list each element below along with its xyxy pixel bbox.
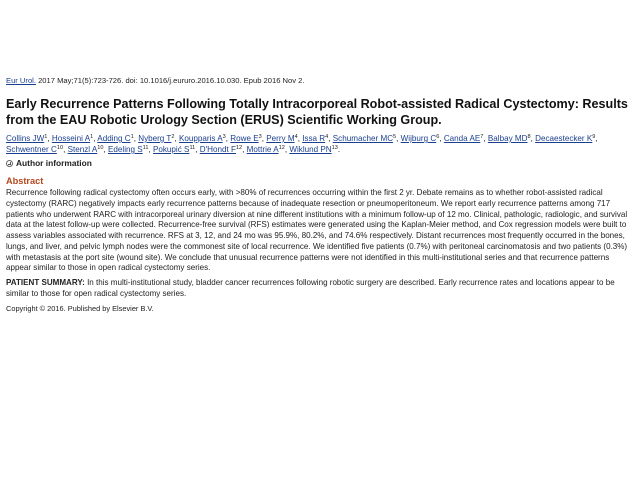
author-link[interactable]: Balbay MD — [487, 134, 528, 143]
author-item — [535, 134, 595, 143]
author-link[interactable]: Hosseini A — [51, 134, 91, 143]
author-affiliation-number: 12 — [278, 145, 285, 151]
author-affiliation-number: 7 — [480, 134, 484, 140]
article-title: Early Recurrence Patterns Following Totally Intracorporeal Robot-assisted Radical Cystectomy: Results from the EAU Robotic Urology Section (ERUS) Scientific Working Group. — [6, 97, 628, 127]
author-link[interactable]: Adding C — [97, 134, 131, 143]
author-link[interactable]: Edeling S — [108, 145, 143, 154]
author-item — [302, 134, 328, 143]
author-link[interactable]: Schumacher MC — [332, 134, 394, 143]
abstract-heading: Abstract — [6, 176, 44, 186]
author-affiliation-number: 3 — [258, 134, 262, 140]
citation-line — [6, 76, 634, 86]
abstract-text: Recurrence following radical cystectomy often occurs early, with >80% of recurrences occurring within the first 2 yr. Debate remains as to whether robot-assisted radical cystectomy (RARC) negatively impacts early recurrence patterns because of inadequate resection or pneumoperitoneum. We report early recurrence patterns among 717 patients who underwent RARC with intracorporeal urinary diversion at nine different institutions with a minimum follow-up of 12 mo. Clinical, pathologic, radiologic, and survival data at the latest follow-up were collected. Recurrence-free survival (RFS) estimates were generated using the Kaplan-Meier method, and Cox regression models were built to assess variables associated with recurrence. RFS at 3, 12, and 24 mo was 95.9%, 80.2%, and 74.6% respectively. Distant recurrences most frequently occurred in the bones, lungs, and liver, and pelvic lymph nodes were the commonest site of local recurrence. We identified five patients (0.7%) with peritoneal carcinomatosis and two patients (0.3%) with metastasis at the port site (wound site). We conclude that unusual recurrence patterns were not identified in this multi-institutional series and that recurrence patterns appear similar to those in open radical cystectomy series. — [6, 188, 628, 273]
author-information-toggle[interactable] — [6, 158, 634, 169]
author-link[interactable]: D'Hondt F — [199, 145, 236, 154]
author-link[interactable]: Wijburg C — [400, 134, 437, 143]
author-link[interactable]: Rowe E — [230, 134, 259, 143]
author-affiliation-number: 4 — [325, 134, 329, 140]
author-item — [108, 145, 148, 154]
author-item — [200, 145, 242, 154]
author-list: Collins $JW^1$, Hosseini $A^1$, Adding $C^1$, Nyberg $T^2$, Koupparis $A^3$, Rowe $E^3$, Perry $M^4$, Issa $R^4$, Schumacher $MC^5$, Wijburg $C^6$, Canda $AE^7$, Balbay $MD^8$, Decaestecker $K^9$, Schwentner $C^{10}$, Stenzl $A^{10}$, Edeling $S^{11}$, Pokupić $S^{11}$, D'Hondt $F^{12}$, Mottrie $A^{12}$, Wiklund PN$^{13}$. — [6, 134, 598, 154]
author-link[interactable]: Schwentner C — [6, 145, 57, 154]
author-affiliation-number: 11 — [142, 145, 149, 151]
author-item — [488, 134, 531, 143]
author-item — [138, 134, 174, 143]
citation-details: 2017 May;71(5):723-726. doi: 10.1016/j.eururo.2016.10.030. Epub 2016 Nov 2. — [35, 76, 305, 85]
author-link[interactable]: Pokupić S — [152, 145, 190, 154]
author-information-label[interactable]: Author information — [16, 158, 92, 168]
author-item — [6, 134, 47, 143]
author-affiliation-number: 9 — [592, 134, 596, 140]
author-link[interactable]: Issa R — [302, 134, 326, 143]
patient-summary-text: In this multi-institutional study, bladder cancer recurrences following robotic surgery are described. Early recurrence rates and locations appear to be similar to those for open radical cystectomy series. — [6, 278, 615, 298]
author-link[interactable]: Stenzl A — [67, 145, 98, 154]
author-item — [247, 145, 285, 154]
author-affiliation-number: 4 — [294, 134, 298, 140]
author-link[interactable]: Decaestecker K — [535, 134, 593, 143]
article-record — [6, 76, 634, 314]
author-affiliation-number: 11 — [189, 145, 196, 151]
author-affiliation-number: 6 — [436, 134, 440, 140]
author-item — [230, 134, 261, 143]
author-affiliation-number: 1 — [130, 134, 134, 140]
author-item — [266, 134, 297, 143]
author-link[interactable]: Mottrie A — [246, 145, 279, 154]
author-affiliation-number: 2 — [171, 134, 175, 140]
author-item — [68, 145, 104, 154]
author-item — [333, 134, 396, 143]
author-affiliation-number: 1 — [44, 134, 48, 140]
author-link[interactable]: Koupparis A — [178, 134, 223, 143]
author-affiliation-number: 5 — [393, 134, 397, 140]
journal-link[interactable]: Eur Urol. — [6, 76, 36, 85]
author-link[interactable]: Canda AE — [443, 134, 481, 143]
author-affiliation-number: 3 — [222, 134, 226, 140]
patient-summary — [6, 278, 634, 300]
author-item — [52, 134, 93, 143]
author-affiliation-number: 10 — [97, 145, 104, 151]
author-item — [6, 145, 63, 154]
author-link[interactable]: Collins JW — [6, 134, 45, 143]
author-item — [153, 145, 195, 154]
author-item — [444, 134, 484, 143]
author-affiliation-number: 12 — [235, 145, 243, 151]
plus-circle-icon[interactable] — [6, 160, 13, 167]
author-affiliation-number: 8 — [527, 134, 531, 140]
author-item — [289, 145, 338, 154]
author-item — [97, 134, 133, 143]
author-affiliation-number: 13 — [331, 145, 338, 151]
patient-summary-label: PATIENT SUMMARY: — [6, 278, 85, 287]
author-item — [179, 134, 226, 143]
author-link[interactable]: Wiklund PN — [289, 145, 332, 154]
author-item — [401, 134, 440, 143]
author-link[interactable]: Perry M — [266, 134, 295, 143]
copyright-notice: Copyright © 2016. Published by Elsevier B.V. — [6, 303, 154, 313]
author-link[interactable]: Nyberg T — [138, 134, 172, 143]
author-affiliation-number: 1 — [90, 134, 94, 140]
author-affiliation-number: 10 — [56, 145, 64, 151]
